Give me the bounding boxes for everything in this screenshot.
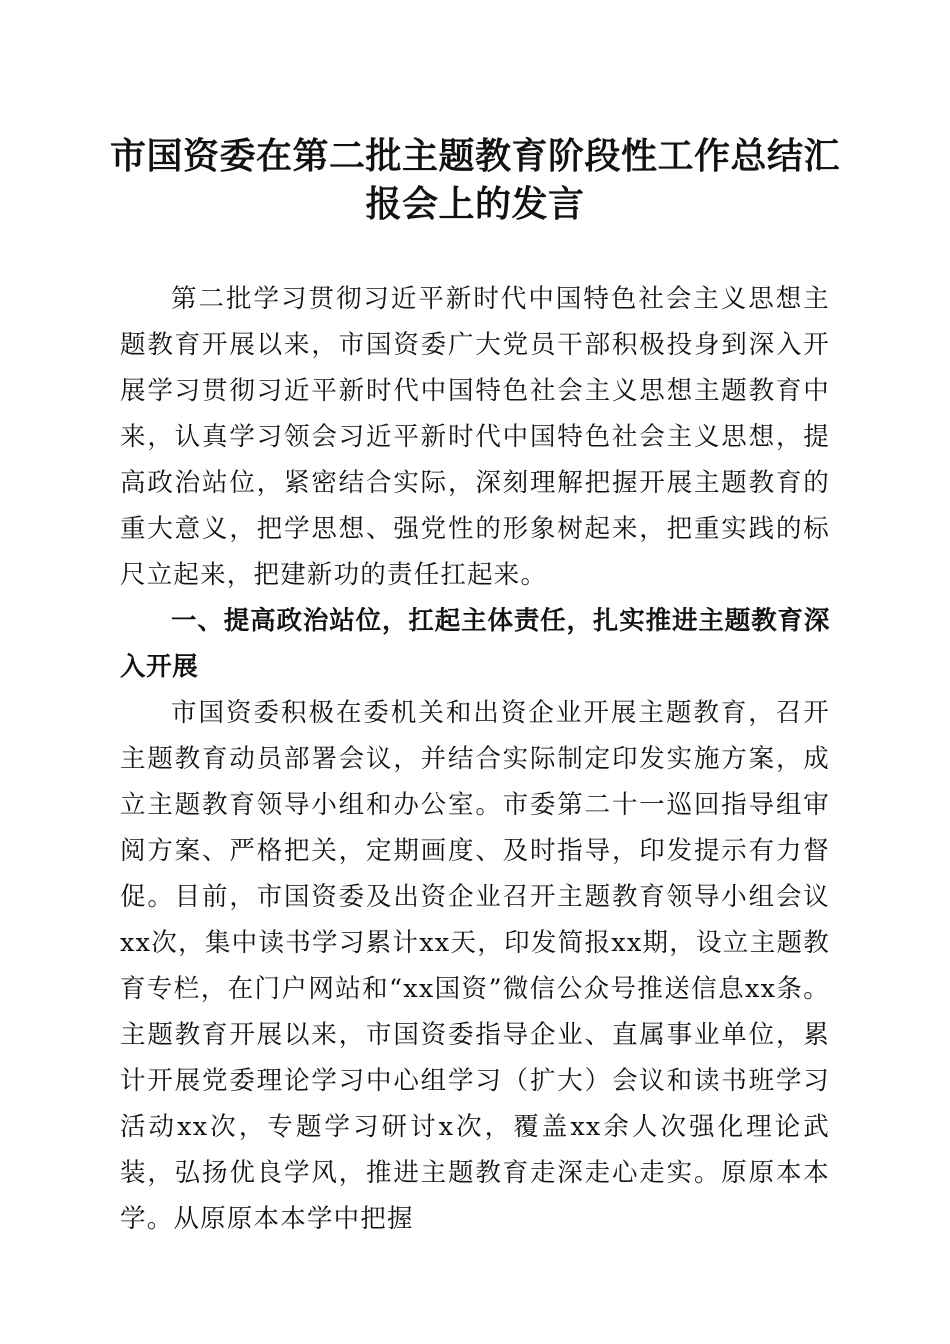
intro-paragraph: 第二批学习贯彻习近平新时代中国特色社会主义思想主题教育开展以来，市国资委广大党员干部积极投身到深入开展学习贯彻习近平新时代中国特色社会主义思想主题教育中来，认真学习领会习近平新时代中国特色社会主义思想，提高政治站位，紧密结合实际，深刻理解把握开展主题教育的重大意义，把学思想、强党性的形象树起来，把重实践的标尺立起来，把建新功的责任扛起来。 xyxy=(120,284,830,590)
document-title xyxy=(110,132,840,228)
document-body xyxy=(120,276,830,1242)
title-line-1: 市国资委在第二批主题教育阶段性工作总结汇 xyxy=(110,135,841,177)
title-line-2: 报会上的发言 xyxy=(365,183,585,225)
section-1-paragraph: 市国资委积极在委机关和出资企业开展主题教育，召开主题教育动员部署会议，并结合实际制定印发实施方案，成立主题教育领导小组和办公室。市委第二十一巡回指导组审阅方案、严格把关，定期画度、及时指导，印发提示有力督促。目前，市国资委及出资企业召开主题教育领导小组会议xx次，集中读书学习累计xx天，印发简报xx期，设立主题教育专栏，在门户网站和“xx国资”微信公众号推送信息xx条。主题教育开展以来，市国资委指导企业、直属事业单位，累计开展党委理论学习中心组学习（扩大）会议和读书班学习活动xx次，专题学习研讨x次，覆盖xx余人次强化理论武装，弘扬优良学风，推进主题教育走深走心走实。原原本本学。从原原本本学中把握 xyxy=(120,698,830,1234)
section-heading-1: 一、提高政治站位，扛起主体责任，扎实推进主题教育深入开展 xyxy=(120,606,830,682)
